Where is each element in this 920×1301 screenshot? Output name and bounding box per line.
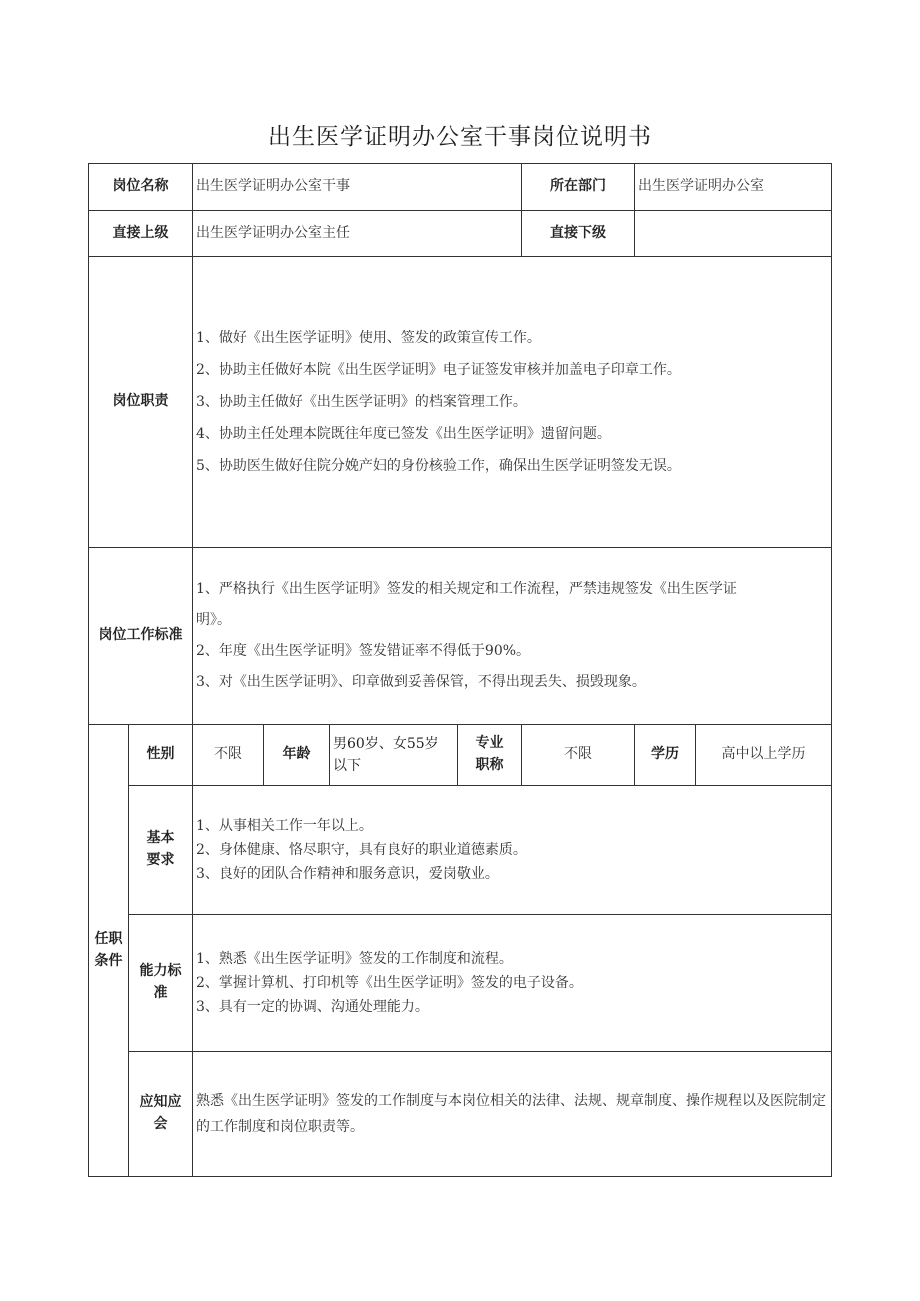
post-name-row <box>89 164 832 211</box>
duty-item: 5、协助医生做好住院分娩产妇的身份核验工作，确保出生医学证明签发无误。 <box>196 458 681 474</box>
post-name-value: 出生医学证明办公室干事 <box>193 164 522 211</box>
gender-label: 性别 <box>129 725 193 786</box>
knowledge-text: 熟悉《出生医学证明》签发的工作制度与本岗位相关的法律、法规、规章制度、操作规程以及医院制定的工作制度和岗位职责等。 <box>193 1052 832 1177</box>
superior-value: 出生医学证明办公室主任 <box>193 211 522 257</box>
basic-requirements-row <box>89 786 832 915</box>
knowledge-label <box>129 1052 193 1177</box>
knowledge-label-line1: 应知应 <box>139 1094 182 1111</box>
qualifications-label-line2: 条件 <box>94 952 123 969</box>
ability-item: 1、熟悉《出生医学证明》签发的工作制度和流程。 <box>196 951 513 967</box>
basic-requirement-item: 3、良好的团队合作精神和服务意识，爱岗敬业。 <box>196 866 499 882</box>
age-value-line2: 以下 <box>333 758 361 774</box>
standards-list <box>193 548 832 725</box>
ability-label-line2: 准 <box>153 985 168 1001</box>
document-title: 出生医学证明办公室干事岗位说明书 <box>268 124 652 150</box>
ability-label <box>129 915 193 1052</box>
duties-label: 岗位职责 <box>89 257 193 548</box>
basic-requirement-item: 1、从事相关工作一年以上。 <box>196 818 373 834</box>
superior-label: 直接上级 <box>89 211 193 257</box>
subordinate-label: 直接下级 <box>522 211 635 257</box>
duty-item: 2、协助主任做好本院《出生医学证明》电子证签发审核并加盖电子印章工作。 <box>196 362 681 378</box>
basic-requirements-label <box>129 786 193 915</box>
qualification-basics-row <box>89 725 832 786</box>
duties-row <box>89 257 832 548</box>
duty-item: 3、协助主任做好《出生医学证明》的档案管理工作。 <box>196 394 527 410</box>
professional-title-label <box>458 725 522 786</box>
dept-label: 所在部门 <box>522 164 635 211</box>
education-label: 学历 <box>635 725 696 786</box>
basic-requirements-label-line1: 基本 <box>146 830 175 847</box>
post-name-label: 岗位名称 <box>89 164 193 211</box>
age-label: 年龄 <box>264 725 330 786</box>
dept-value: 出生医学证明办公室 <box>635 164 832 211</box>
ability-item: 2、掌握计算机、打印机等《出生医学证明》签发的电子设备。 <box>196 975 583 991</box>
duty-item: 1、做好《出生医学证明》使用、签发的政策宣传工作。 <box>196 330 541 346</box>
standard-item: 2、年度《出生医学证明》签发错证率不得低于90%。 <box>196 643 531 659</box>
duties-list <box>193 257 832 548</box>
professional-title-label-line2: 职称 <box>475 757 504 773</box>
basic-requirements-list <box>193 786 832 915</box>
duty-item: 4、协助主任处理本院既往年度已签发《出生医学证明》遗留问题。 <box>196 426 611 442</box>
subordinate-value <box>635 211 832 257</box>
education-value: 高中以上学历 <box>696 725 832 786</box>
standards-row <box>89 548 832 725</box>
superior-row <box>89 211 832 257</box>
ability-list <box>193 915 832 1052</box>
standard-item: 明》。 <box>196 612 231 628</box>
professional-title-label-line1: 专业 <box>475 735 504 752</box>
professional-title-value: 不限 <box>522 725 635 786</box>
basic-requirements-label-line2: 要求 <box>146 852 175 868</box>
basic-requirement-item: 2、身体健康、恪尽职守，具有良好的职业道德素质。 <box>196 842 527 858</box>
gender-value: 不限 <box>193 725 264 786</box>
ability-label-line1: 能力标 <box>139 963 182 980</box>
qualifications-label <box>89 725 129 1177</box>
standard-item: 1、严格执行《出生医学证明》签发的相关规定和工作流程，严禁违规签发《出生医学证 <box>196 581 737 597</box>
ability-row <box>89 915 832 1052</box>
standard-item: 3、对《出生医学证明》、印章做到妥善保管，不得出现丢失、损毁现象。 <box>196 674 646 690</box>
knowledge-label-line2: 会 <box>153 1116 168 1132</box>
standards-label: 岗位工作标准 <box>89 548 193 725</box>
knowledge-row <box>89 1052 832 1177</box>
age-value-line1: 男60岁、女55岁 <box>333 736 439 752</box>
qualifications-label-line1: 任职 <box>94 930 123 947</box>
age-value <box>330 725 458 786</box>
job-description-table <box>88 163 832 1177</box>
ability-item: 3、具有一定的协调、沟通处理能力。 <box>196 999 429 1015</box>
